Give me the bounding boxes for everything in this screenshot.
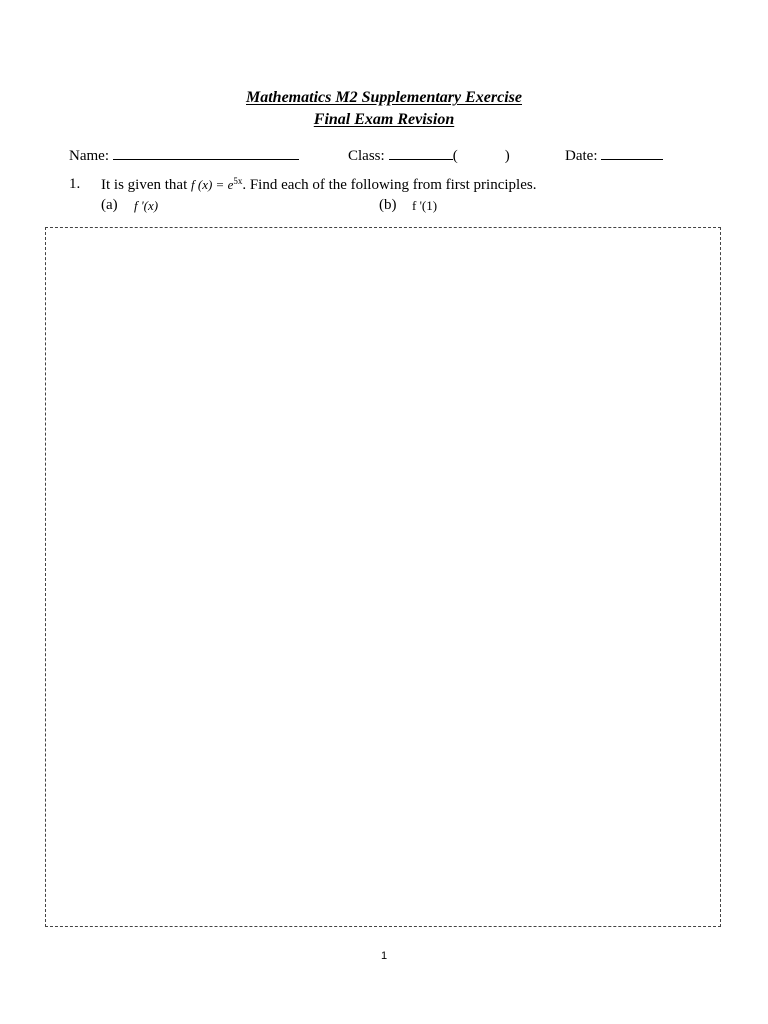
part-a-expression <box>134 198 158 214</box>
question-text <box>101 176 536 194</box>
name-field <box>69 145 299 165</box>
class-blank[interactable] <box>389 145 453 160</box>
page-number: 1 <box>380 950 388 962</box>
class-number-close: ) <box>504 148 510 164</box>
question-text-before: It is given that <box>101 177 188 193</box>
part-a-expression-text: f '(x) <box>134 198 159 213</box>
class-field <box>348 145 510 165</box>
class-number-open: ( <box>452 148 458 164</box>
date-label: Date: <box>565 148 598 164</box>
function-lhs: f (x) = e <box>191 177 234 192</box>
part-b-expression <box>412 198 437 214</box>
name-label: Name: <box>69 148 109 164</box>
page-title: Mathematics M2 Supplementary Exercise <box>246 89 522 106</box>
date-field <box>565 145 663 165</box>
part-b-expression-text: f '(1) <box>412 198 438 213</box>
page-subtitle: Final Exam Revision <box>313 111 455 128</box>
function-exponent: 5x <box>233 176 243 186</box>
part-a-label: (a) <box>101 197 118 213</box>
question-text-after: . Find each of the following from first principles. <box>242 177 537 193</box>
function-expression <box>191 177 242 192</box>
question-number: 1. <box>69 176 81 192</box>
name-blank[interactable] <box>113 145 299 160</box>
part-b-label: (b) <box>379 197 397 213</box>
date-blank[interactable] <box>601 145 663 160</box>
answer-box[interactable] <box>45 227 721 927</box>
class-label: Class: <box>348 148 385 164</box>
